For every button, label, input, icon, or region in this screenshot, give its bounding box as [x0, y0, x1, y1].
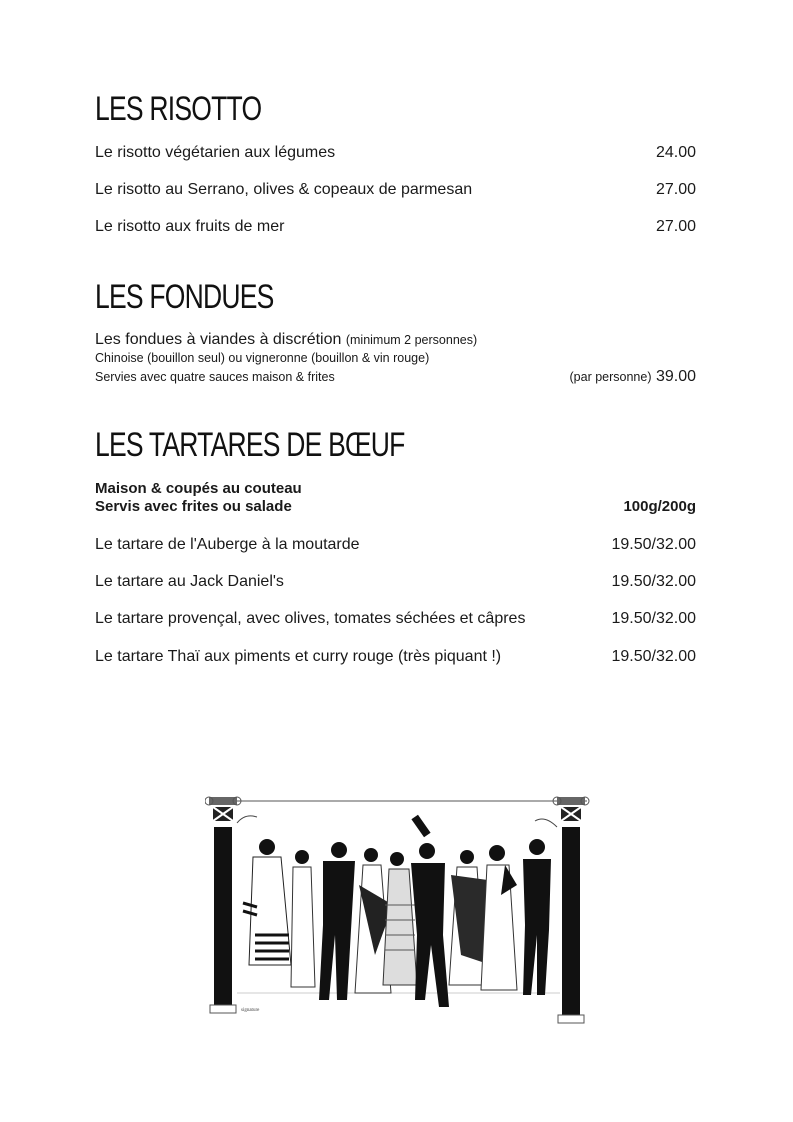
fondue-sides: Servies avec quatre sauces maison & frites: [95, 370, 335, 384]
menu-item: [95, 144, 696, 162]
tartare-subtitle-2: Servis avec frites ou salade: [95, 498, 292, 515]
item-price: 19.50/32.00: [611, 536, 696, 553]
item-name: Le risotto végétarien aux légumes: [95, 144, 336, 161]
item-price: 27.00: [655, 181, 696, 198]
fondue-main: [95, 331, 477, 349]
menu-item: [95, 648, 696, 666]
menu-item: [95, 536, 696, 554]
fondue-main-note: (minimum 2 personnes): [345, 333, 478, 347]
item-name: Le risotto aux fruits de mer: [95, 218, 285, 235]
fondue-price: 39.00: [655, 368, 696, 385]
item-price: 27.00: [655, 218, 696, 235]
section-title-tartares: LES TARTARES DE BŒUF: [95, 426, 405, 464]
item-name: Le tartare provençal, avec olives, tomates séchées et câpres: [95, 610, 526, 627]
fondue-main-label: Les fondues à viandes à discrétion: [95, 331, 342, 348]
party-figures: [243, 815, 551, 1007]
item-name: Le tartare de l'Auberge à la moutarde: [95, 536, 360, 553]
fondue-description: Chinoise (bouillon seul) ou vigneronne (bouillon & vin rouge): [95, 351, 430, 365]
fondue-price-row: [95, 368, 696, 386]
item-price: 19.50/32.00: [611, 610, 696, 627]
tartare-subtitle-1: Maison & coupés au couteau: [95, 480, 302, 497]
art-deco-party-illustration: [205, 795, 595, 1025]
item-name: Le tartare au Jack Daniel's: [95, 573, 284, 590]
menu-item: [95, 218, 696, 236]
item-price: 19.50/32.00: [611, 648, 696, 665]
fondue-price-note: (par personne): [569, 370, 652, 384]
item-name: Le risotto au Serrano, olives & copeaux de parmesan: [95, 181, 473, 198]
svg-text:signature: signature: [241, 1008, 260, 1013]
menu-item: [95, 610, 696, 628]
item-price: 24.00: [655, 144, 696, 161]
item-name: Le tartare Thaï aux piments et curry rouge (très piquant !): [95, 648, 502, 665]
size-header: 100g/200g: [623, 498, 696, 515]
tartare-subtitle-row: [95, 498, 696, 515]
item-price: 19.50/32.00: [611, 573, 696, 590]
section-title-fondues: LES FONDUES: [95, 278, 274, 316]
section-title-risotto: LES RISOTTO: [95, 90, 262, 128]
menu-item: [95, 181, 696, 199]
menu-item: [95, 573, 696, 591]
